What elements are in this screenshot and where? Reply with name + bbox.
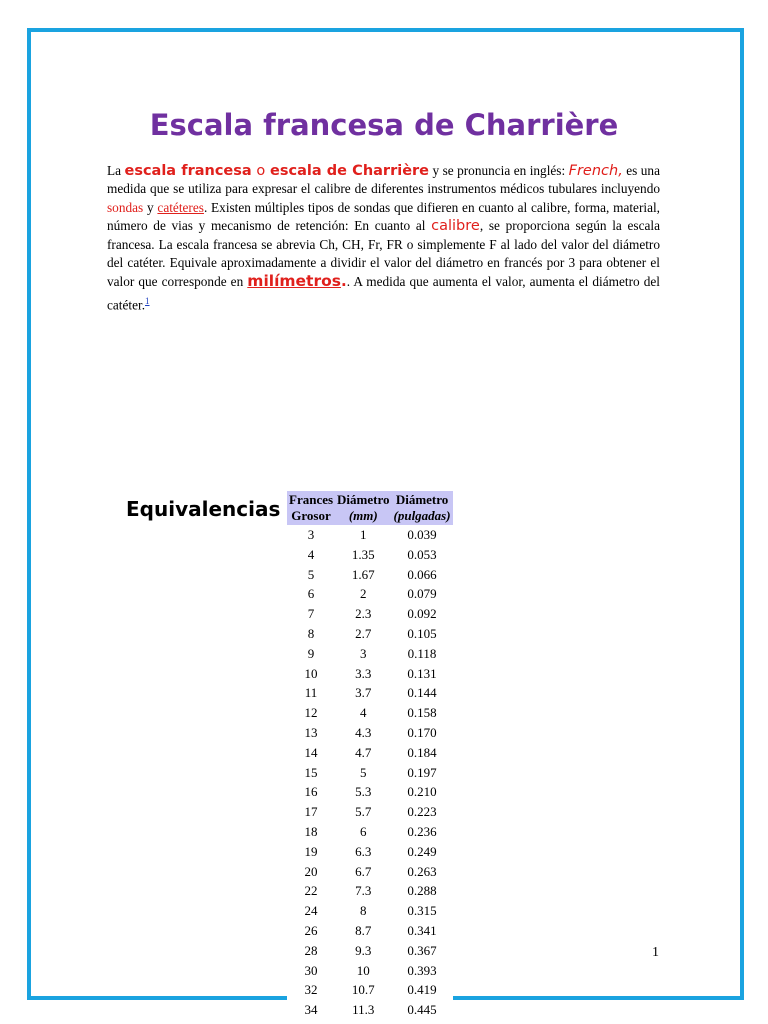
cell-diametro-mm: 3.3 [355, 665, 372, 681]
table-header-row [287, 491, 453, 525]
cell-frances: 10 [304, 665, 318, 681]
cell-diametro-pulgadas: 0.315 [407, 903, 437, 919]
term-escala-francesa: escala francesa [124, 163, 252, 179]
column-header-diametro-mm: Diámetro (mm) [337, 492, 390, 523]
intro-text: . A medida que aumenta el valor, aumenta el diámetro del catéter. [107, 274, 660, 313]
cell-frances: 14 [304, 744, 318, 760]
table-row [287, 842, 453, 862]
cell-diametro-mm: 6.7 [355, 863, 372, 879]
cell-frances: 18 [304, 823, 318, 839]
cell-diametro-pulgadas: 0.197 [407, 764, 437, 780]
cell-diametro-mm: 3.7 [355, 685, 372, 701]
cell-diametro-mm: 4.3 [355, 724, 372, 740]
table-row [287, 525, 453, 545]
cell-diametro-mm: 8 [360, 903, 367, 919]
table-row [287, 1000, 453, 1020]
cell-frances: 32 [304, 982, 318, 998]
link-sondas[interactable]: sondas [107, 199, 144, 215]
cell-frances: 30 [304, 962, 318, 978]
footnote-link[interactable]: 1 [145, 295, 150, 306]
cell-frances: 13 [304, 724, 318, 740]
cell-diametro-pulgadas: 0.066 [407, 566, 437, 582]
cell-diametro-pulgadas: 0.170 [407, 724, 437, 740]
cell-diametro-pulgadas: 0.105 [407, 625, 437, 641]
cell-frances: 6 [307, 586, 315, 602]
cell-diametro-pulgadas: 0.118 [407, 645, 437, 661]
equivalencias-heading: Equivalencias [126, 497, 281, 521]
table-row [287, 782, 453, 802]
cell-frances: 34 [304, 1002, 318, 1018]
cell-frances: 11 [304, 685, 318, 701]
cell-diametro-pulgadas: 0.249 [407, 843, 437, 859]
cell-frances: 4 [307, 546, 315, 562]
table-row [287, 723, 453, 743]
cell-diametro-pulgadas: 0.039 [407, 527, 437, 542]
cell-diametro-pulgadas: 0.223 [407, 804, 437, 820]
table-row [287, 703, 453, 723]
intro-text: y se pronuncia en inglés: [429, 163, 569, 178]
cell-diametro-pulgadas: 0.419 [407, 982, 437, 998]
page-number: 1 [652, 945, 659, 960]
cell-diametro-mm: 1.67 [351, 566, 375, 582]
cell-diametro-pulgadas: 0.131 [407, 665, 437, 681]
cell-diametro-pulgadas: 0.053 [407, 546, 437, 562]
intro-text: La [107, 163, 125, 178]
cell-diametro-mm: 2.7 [355, 625, 372, 641]
cell-frances: 22 [304, 883, 318, 899]
table-row [287, 763, 453, 783]
table-row [287, 980, 453, 1000]
cell-frances: 3 [307, 527, 315, 542]
term-french: French, [568, 163, 623, 179]
cell-diametro-pulgadas: 0.158 [407, 705, 437, 721]
link-calibre[interactable]: calibre [431, 218, 480, 235]
cell-frances: 9 [307, 645, 315, 661]
cell-diametro-mm: 1.35 [351, 546, 375, 562]
cell-frances: 16 [304, 784, 318, 800]
cell-frances: 5 [307, 566, 315, 582]
cell-diametro-mm: 9.3 [355, 942, 372, 958]
cell-frances: 12 [304, 705, 318, 721]
table-row [287, 584, 453, 604]
table-row [287, 743, 453, 763]
cell-diametro-mm: 10.7 [351, 982, 375, 998]
cell-frances: 15 [304, 764, 318, 780]
cell-diametro-mm: 11.3 [352, 1002, 375, 1018]
cell-diametro-mm: 6.3 [355, 843, 372, 859]
cell-diametro-mm: 4 [360, 705, 367, 721]
cell-frances: 7 [307, 606, 315, 622]
cell-diametro-mm: 8.7 [355, 922, 372, 938]
table-row [287, 961, 453, 981]
cell-diametro-pulgadas: 0.341 [407, 922, 437, 938]
cell-diametro-mm: 2 [360, 586, 367, 602]
table-row [287, 624, 453, 644]
cell-diametro-pulgadas: 0.393 [407, 962, 437, 978]
cell-diametro-mm: 4.7 [355, 744, 372, 760]
cell-diametro-mm: 5.3 [355, 784, 372, 800]
cell-diametro-mm: 10 [356, 962, 370, 978]
equivalencias-table [287, 491, 453, 1020]
cell-diametro-pulgadas: 0.263 [407, 863, 437, 879]
table-row [287, 822, 453, 842]
table-row [287, 604, 453, 624]
intro-text: y [143, 199, 158, 215]
intro-text: , se proporciona según la escala francesa. La escala francesa se abrevia Ch, CH, Fr, FR o simplemente F al lado del valor del diámetro del catéter. Equivale aproximadamente a dividir el valor del diámetro en francés por 3 para obtener el valor que corresponde en [107, 218, 660, 290]
cell-frances: 26 [304, 922, 318, 938]
cell-diametro-pulgadas: 0.367 [407, 942, 437, 958]
cell-frances: 24 [304, 903, 318, 919]
table-row [287, 941, 453, 961]
cell-diametro-mm: 7.3 [355, 883, 372, 899]
table-row [287, 862, 453, 882]
table-row [287, 921, 453, 941]
cell-diametro-pulgadas: 0.210 [407, 784, 437, 800]
cell-diametro-mm: 5 [360, 764, 367, 780]
intro-text: o [251, 163, 271, 179]
page-title: Escala francesa de Charrière [149, 108, 619, 142]
intro-text: . [340, 272, 347, 291]
cell-frances: 20 [304, 863, 318, 879]
intro-paragraph [107, 162, 660, 315]
cell-frances: 28 [304, 942, 318, 958]
table-row [287, 683, 453, 703]
cell-diametro-mm: 2.3 [355, 606, 372, 622]
table-row [287, 802, 453, 822]
cell-diametro-pulgadas: 0.288 [407, 883, 437, 899]
cell-diametro-mm: 6 [360, 823, 367, 839]
cell-diametro-pulgadas: 0.445 [407, 1002, 437, 1018]
cell-diametro-pulgadas: 0.184 [407, 744, 437, 760]
table-body [287, 525, 453, 1020]
column-header-frances: Frances Grosor [289, 492, 334, 523]
column-header-diametro-pulgadas: Diámetro (pulgadas) [393, 492, 451, 523]
cell-diametro-mm: 3 [360, 645, 367, 661]
table-row [287, 565, 453, 585]
cell-diametro-mm: 5.7 [355, 804, 372, 820]
cell-frances: 8 [307, 625, 315, 641]
cell-diametro-pulgadas: 0.092 [407, 606, 437, 622]
table-row [287, 644, 453, 664]
cell-diametro-mm: 1 [360, 527, 367, 542]
table-row [287, 545, 453, 565]
link-cateteres[interactable]: catéteres [157, 199, 204, 215]
intro-text: . Existen múltiples tipos de sondas que difieren en cuanto al calibre, forma, material, número de vias y mecanismo de retención: En cuanto al [107, 199, 661, 234]
cell-frances: 17 [304, 804, 318, 820]
table-row [287, 881, 453, 901]
term-escala-charriere: escala de Charrière [270, 163, 430, 179]
intro-text: es una medida que se utiliza para expresar el calibre de diferentes instrumentos médicos tubulares incluyendo [107, 163, 660, 197]
table-row [287, 901, 453, 921]
cell-diametro-pulgadas: 0.079 [407, 586, 437, 602]
table-row [287, 664, 453, 684]
cell-frances: 19 [304, 843, 318, 859]
cell-diametro-pulgadas: 0.236 [407, 823, 437, 839]
link-milimetros[interactable]: milímetros [247, 272, 341, 291]
cell-diametro-pulgadas: 0.144 [407, 685, 437, 701]
